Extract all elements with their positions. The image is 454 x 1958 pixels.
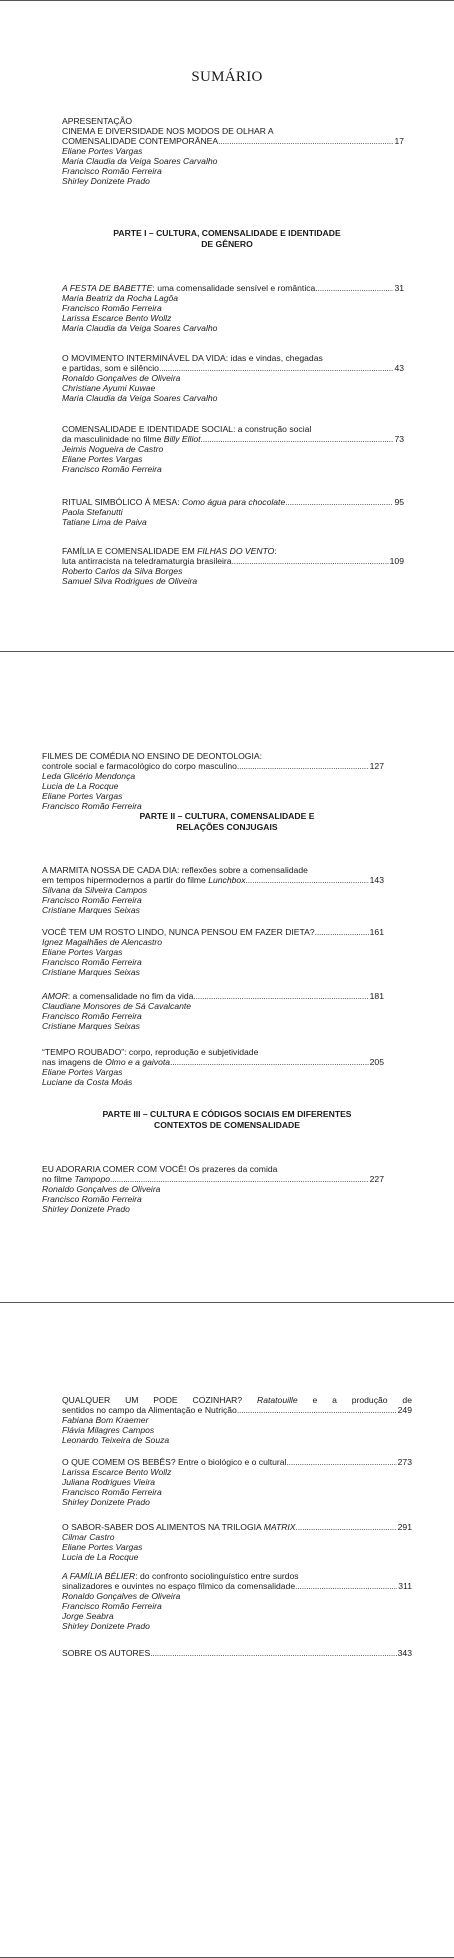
toc-entry-familia[interactable]: [62, 546, 404, 586]
author: Eliane Portes Vargas: [42, 947, 123, 957]
author: Lucia de La Rocque: [62, 1552, 139, 1562]
entry-title-line1: RITUAL SIMBÓLICO À MESA: Como água para chocolate ..... 95: [62, 497, 404, 507]
author: Cilmar Castro: [62, 1532, 115, 1542]
toc-entry-movimento[interactable]: [62, 353, 404, 403]
entry-title-line2: controle social e farmacológico do corpo masculino ..... 127: [42, 761, 384, 771]
author: Maria Claudia da Veiga Soares Carvalho: [62, 323, 218, 333]
toc-entry-identidade[interactable]: [62, 424, 404, 474]
page-number: 127: [369, 761, 384, 771]
entry-title-line1: FILMES DE COMÉDIA NO ENSINO DE DEONTOLOGIA:: [42, 751, 262, 761]
dot-leader: [110, 1174, 369, 1184]
author: Francisco Romão Ferreira: [42, 1011, 142, 1021]
author: Maria Claudia da Veiga Soares Carvalho: [62, 156, 218, 166]
author: Francisco Romão Ferreira: [62, 166, 162, 176]
entry-title-line1: AMOR: a comensalidade no fim da vida ..... 181: [42, 991, 384, 1001]
page-number: 205: [369, 1057, 384, 1067]
dot-leader: [159, 363, 393, 373]
author: Juliana Rodrigues Vieira: [62, 1477, 155, 1487]
entry-title-line1: CINEMA E DIVERSIDADE NOS MODOS DE OLHAR A: [62, 126, 274, 136]
page-number: 227: [369, 1174, 384, 1184]
author: Christiane Ayumi Kuwae: [62, 383, 156, 393]
author: Luciane da Costa Moás: [42, 1077, 133, 1087]
dot-leader: [193, 991, 368, 1001]
dot-leader: [170, 1057, 369, 1067]
toc-entry-tempo[interactable]: [42, 1047, 384, 1087]
author: Ronaldo Gonçalves de Oliveira: [42, 1184, 161, 1194]
entry-title-line1: A MARMITA NOSSA DE CADA DIA: reflexões sobre a comensalidade: [42, 865, 308, 875]
page-title: SUMÁRIO: [191, 69, 263, 85]
author: Jeimis Nogueira de Castro: [62, 444, 164, 454]
page-number: 291: [397, 1522, 412, 1532]
author: Francisco Romão Ferreira: [62, 464, 162, 474]
author: Larissa Escarce Bento Wollz: [62, 1467, 172, 1477]
entry-title-line1: A FAMÍLIA BÉLIER: do confronto sociolinguístico entre surdos: [62, 1571, 299, 1581]
dot-leader: [237, 761, 369, 771]
author: Ronaldo Gonçalves de Oliveira: [62, 373, 181, 383]
author: Samuel Silva Rodrigues de Oliveira: [62, 576, 198, 586]
author: Shirley Donizete Prado: [62, 1497, 150, 1507]
author: Eliane Portes Vargas: [62, 454, 143, 464]
page-number: 181: [369, 991, 384, 1001]
page-number: 343: [397, 1648, 412, 1658]
toc-entry-marmita[interactable]: [42, 865, 384, 915]
page-number: 17: [394, 136, 404, 146]
author: Lucia de La Rocque: [42, 781, 119, 791]
author: Paola Stefanutti: [62, 507, 123, 517]
entry-title-line1: O QUE COMEM OS BEBÊS? Entre o biológico e o cultural ..... 273: [62, 1457, 412, 1467]
page-number: 109: [389, 556, 404, 566]
dot-leader: [237, 1405, 397, 1415]
entry-title-line1: SOBRE OS AUTORES ..... 343: [62, 1648, 412, 1658]
author: Larissa Escarce Bento Wollz: [62, 313, 172, 323]
page-number: 73: [394, 434, 404, 444]
toc-entry-babette[interactable]: [62, 283, 404, 333]
toc-entry-ritual[interactable]: [62, 497, 404, 527]
author: Eliane Portes Vargas: [42, 1067, 123, 1077]
dot-leader: [315, 927, 369, 937]
entry-title-line1: VOCÊ TEM UM ROSTO LINDO, NUNCA PENSOU EM FAZER DIETA? ..... 161: [42, 927, 384, 937]
entry-title-line2: no filme Tampopo ..... 227: [42, 1174, 384, 1184]
toc-entry-apresentacao[interactable]: [62, 116, 404, 186]
entry-title-line1: A FESTA DE BABETTE: uma comensalidade sensível e romântica ..... 31: [62, 283, 404, 293]
entry-label: APRESENTAÇÃO: [62, 116, 133, 126]
author: Roberto Carlos da Silva Borges: [62, 566, 183, 576]
toc-entry-matrix[interactable]: [62, 1522, 412, 1562]
entry-title-line1: COMENSALIDADE E IDENTIDADE SOCIAL: a construção social: [62, 424, 312, 434]
entry-title-line2: COMENSALIDADE CONTEMPORÂNEA ..... 17: [62, 136, 404, 146]
author: Francisco Romão Ferreira: [42, 801, 142, 811]
part-heading-3: PARTE III – CULTURA E CÓDIGOS SOCIAIS EM DIFERENTES CONTEXTOS DE COMENSALIDADE: [102, 1109, 352, 1130]
dot-leader: [246, 875, 369, 885]
author: Fabiana Bom Kraemer: [62, 1415, 149, 1425]
author: Cristiane Marques Seixas: [42, 905, 140, 915]
author: Francisco Romão Ferreira: [42, 1194, 142, 1204]
author: Eliane Portes Vargas: [42, 791, 123, 801]
author: Leonardo Teixeira de Souza: [62, 1435, 170, 1445]
dot-leader: [315, 283, 393, 293]
page-number: 143: [369, 875, 384, 885]
dot-leader: [218, 136, 393, 146]
entry-title-line2: luta antirracista na teledramaturgia brasileira ..... 109: [62, 556, 404, 566]
author: Francisco Romão Ferreira: [42, 957, 142, 967]
toc-entry-bebes[interactable]: [62, 1457, 412, 1507]
dot-leader: [150, 1648, 396, 1658]
author: Maria Claudia da Veiga Soares Carvalho: [62, 393, 218, 403]
entry-title-line2: sentidos no campo da Alimentação e Nutrição ..... 249: [62, 1405, 412, 1415]
dot-leader: [295, 1581, 397, 1591]
author: Jorge Seabra: [62, 1611, 114, 1621]
author: Cristiane Marques Seixas: [42, 967, 140, 977]
toc-entry-rosto[interactable]: [42, 927, 384, 977]
entry-title-line2: da masculinidade no filme Billy Elliot ..... 73: [62, 434, 404, 444]
author: Ronaldo Gonçalves de Oliveira: [62, 1591, 181, 1601]
entry-title-line1: FAMÍLIA E COMENSALIDADE EM FILHAS DO VENTO:: [62, 546, 277, 556]
page-number: 95: [394, 497, 404, 507]
author: Ignez Magalhães de Alencastro: [42, 937, 163, 947]
page-1: [0, 0, 454, 652]
dot-leader: [296, 1522, 397, 1532]
page-number: 31: [394, 283, 404, 293]
dot-leader: [201, 434, 394, 444]
entry-title-line1: EU ADORARIA COMER COM VOCÊ! Os prazeres da comida: [42, 1164, 278, 1174]
author: Flávia Milagres Campos: [62, 1425, 155, 1435]
author: Eliane Portes Vargas: [62, 1542, 143, 1552]
entry-title-line1: QUALQUER UM PODE COZINHAR? Ratatouille e a produção de: [62, 1395, 412, 1405]
entry-title-line1: O SABOR-SABER DOS ALIMENTOS NA TRILOGIA MATRIX ..... 291: [62, 1522, 412, 1532]
toc-entry-belier[interactable]: [62, 1571, 412, 1631]
dot-leader: [286, 1457, 396, 1467]
part-heading-1: PARTE I – CULTURA, COMENSALIDADE E IDENTIDADE DE GÊNERO: [113, 228, 341, 249]
page-number: 273: [397, 1457, 412, 1467]
author: Francisco Romão Ferreira: [62, 303, 162, 313]
page-2: [0, 651, 454, 1303]
author: Tatiane Lima de Paiva: [62, 517, 147, 527]
page-number: 311: [398, 1581, 412, 1591]
author: Eliane Portes Vargas: [62, 146, 143, 156]
author: Leda Glicério Mendonça: [42, 771, 136, 781]
page-3: [0, 1302, 454, 1958]
entry-title-line2: em tempos hipermodernos a partir do filme Lunchbox ..... 143: [42, 875, 384, 885]
author: Maria Beatriz da Rocha Lagôa: [62, 293, 179, 303]
author: Cristiane Marques Seixas: [42, 1021, 140, 1031]
toc-entry-amor[interactable]: [42, 991, 384, 1031]
author: Francisco Romão Ferreira: [42, 895, 142, 905]
entry-title-line2: nas imagens de Olmo e a gaivota ..... 205: [42, 1057, 384, 1067]
entry-title-line1: O MOVIMENTO INTERMINÁVEL DA VIDA: idas e vindas, chegadas: [62, 353, 323, 363]
author: Shirley Donizete Prado: [62, 176, 150, 186]
toc-entry-sobre-autores[interactable]: [62, 1648, 412, 1658]
entry-title-line2: sinalizadores e ouvintes no espaço fílmico da comensalidade ..... 311: [62, 1581, 412, 1591]
part-heading-2: PARTE II – CULTURA, COMENSALIDADE E RELAÇÕES CONJUGAIS: [139, 811, 315, 832]
entry-title-line1: “TEMPO ROUBADO”: corpo, reprodução e subjetividade: [42, 1047, 259, 1057]
toc-entry-comedia[interactable]: [42, 751, 384, 811]
entry-title-line2: e partidas, som e silêncio ..... 43: [62, 363, 404, 373]
author: Francisco Romão Ferreira: [62, 1487, 162, 1497]
author: Shirley Donizete Prado: [62, 1621, 150, 1631]
author: Shirley Donizete Prado: [42, 1204, 130, 1214]
author: Francisco Romão Ferreira: [62, 1601, 162, 1611]
dot-leader: [232, 556, 389, 566]
page-number: 43: [394, 363, 404, 373]
page-number: 249: [397, 1405, 412, 1415]
page-number: 161: [369, 927, 384, 937]
toc-entry-adoraria[interactable]: [42, 1164, 384, 1214]
author: Silvana da Silveira Campos: [42, 885, 148, 895]
dot-leader: [285, 497, 393, 507]
author: Claudiane Monsores de Sá Cavalcante: [42, 1001, 192, 1011]
toc-entry-cozinhar[interactable]: [62, 1395, 412, 1445]
